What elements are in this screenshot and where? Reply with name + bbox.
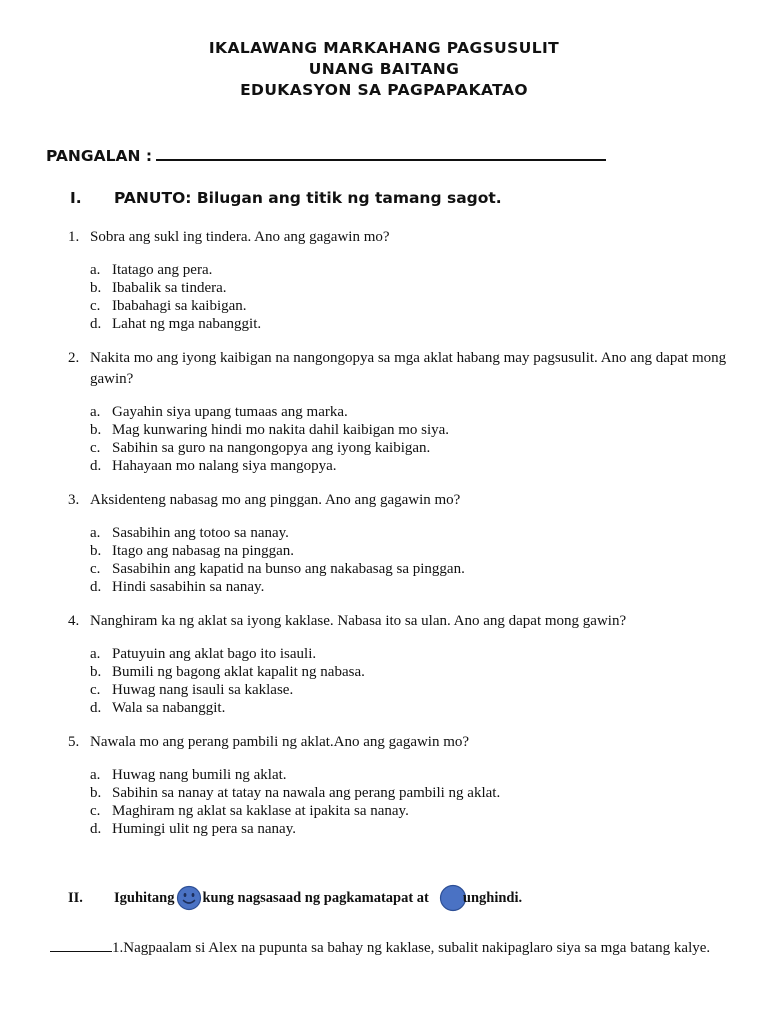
answer-choice[interactable]	[68, 645, 738, 663]
question-text: Nanghiram ka ng aklat sa iyong kaklase. Nabasa ito sa ulan. Ano ang dapat mong gawin?	[90, 613, 627, 629]
question-item	[68, 227, 738, 333]
choice-text: Hahayaan mo nalang siya mangopya.	[112, 458, 337, 474]
choice-letter: d.	[90, 316, 102, 332]
choice-letter: b.	[90, 664, 102, 680]
choice-text: Sasabihin ang kapatid na bunso ang nakabasag sa pinggan.	[112, 561, 465, 577]
choice-text: Maghiram ng aklat sa kaklase at ipakita sa nanay.	[112, 803, 409, 819]
answer-choice[interactable]	[68, 261, 738, 279]
answer-choice[interactable]	[68, 820, 738, 838]
choice-list	[68, 261, 738, 333]
answer-choice[interactable]	[68, 315, 738, 333]
answer-choice[interactable]	[68, 542, 738, 560]
question-item	[68, 490, 738, 596]
question-number: 4.	[68, 613, 80, 629]
question-text: Nawala mo ang perang pambili ng aklat.Ano ang gagawin mo?	[90, 734, 470, 750]
question-header	[68, 227, 738, 248]
name-label: PANGALAN :	[46, 147, 153, 165]
question-text: Nakita mo ang iyong kaibigan na nangongopya sa mga aklat habang may pagsusulit. Ano ang dapat mong gawin?	[90, 350, 727, 387]
section-2-text-after: unghindi.	[462, 889, 523, 906]
answer-choice[interactable]	[68, 681, 738, 699]
answer-choice[interactable]	[68, 403, 738, 421]
smiley-face-icon	[176, 885, 202, 911]
document-header	[0, 38, 768, 101]
choice-text: Itago ang nabasag na pinggan.	[112, 543, 295, 559]
choice-text: Sabihin sa nanay at tatay na nawala ang perang pambili ng aklat.	[112, 785, 501, 801]
question-number: 5.	[68, 734, 80, 750]
answer-choice[interactable]	[68, 457, 738, 475]
answer-choice[interactable]	[68, 439, 738, 457]
choice-text: Gayahin siya upang tumaas ang marka.	[112, 404, 348, 420]
section-2-text-middle: kung nagsasaad ng pagkamatapat at	[202, 889, 429, 906]
item-1-text: 1.Nagpaalam si Alex na pupunta sa bahay ng kaklase, subalit nakipaglaro siya sa mga batang kalye.	[112, 940, 711, 956]
choice-letter: b.	[90, 280, 102, 296]
answer-choice[interactable]	[68, 560, 738, 578]
choice-text: Sabihin sa guro na nangongopya ang iyong kaibigan.	[112, 440, 431, 456]
answer-choice[interactable]	[68, 524, 738, 542]
header-title: IKALAWANG MARKAHANG PAGSUSULIT	[208, 39, 560, 57]
choice-letter: b.	[90, 422, 102, 438]
question-item	[68, 732, 738, 838]
section-2-numeral: II.	[68, 889, 83, 906]
section-1-numeral: I.	[70, 189, 82, 207]
question-list	[68, 227, 738, 853]
question-item	[68, 611, 738, 717]
header-grade: UNANG BAITANG	[308, 60, 460, 78]
answer-choice[interactable]	[68, 297, 738, 315]
answer-choice[interactable]	[68, 279, 738, 297]
question-header	[68, 348, 738, 390]
choice-text: Patuyuin ang aklat bago ito isauli.	[112, 646, 317, 662]
question-text: Aksidenteng nabasag mo ang pinggan. Ano ang gagawin mo?	[90, 492, 461, 508]
answer-choice[interactable]	[68, 421, 738, 439]
choice-text: Itatago ang pera.	[112, 262, 213, 278]
section-2-text-before: Iguhitang	[114, 889, 175, 906]
name-blank-line[interactable]	[156, 145, 606, 161]
answer-blank[interactable]	[50, 938, 112, 952]
choice-letter: d.	[90, 458, 102, 474]
section-1-instruction: PANUTO: Bilugan ang titik ng tamang sagot.	[114, 189, 502, 207]
header-subject: EDUKASYON SA PAGPAPAKATAO	[240, 81, 528, 99]
section-2-item-1	[44, 938, 734, 959]
choice-letter: c.	[90, 298, 101, 314]
choice-text: Mag kunwaring hindi mo nakita dahil kaibigan mo siya.	[112, 422, 450, 438]
choice-text: Bumili ng bagong aklat kapalit ng nabasa.	[112, 664, 365, 680]
choice-letter: a.	[90, 525, 101, 541]
choice-letter: d.	[90, 700, 102, 716]
choice-list	[68, 403, 738, 475]
choice-letter: c.	[90, 803, 101, 819]
answer-choice[interactable]	[68, 766, 738, 784]
answer-choice[interactable]	[68, 663, 738, 681]
choice-letter: d.	[90, 579, 102, 595]
choice-letter: d.	[90, 821, 102, 837]
choice-text: Huwag nang isauli sa kaklase.	[112, 682, 294, 698]
question-item	[68, 348, 738, 475]
answer-choice[interactable]	[68, 784, 738, 802]
answer-choice[interactable]	[68, 802, 738, 820]
choice-text: Wala sa nabanggit.	[112, 700, 226, 716]
choice-letter: b.	[90, 543, 102, 559]
question-number: 1.	[68, 229, 80, 245]
choice-letter: c.	[90, 440, 101, 456]
choice-text: Hindi sasabihin sa nanay.	[112, 579, 265, 595]
choice-text: Humingi ulit ng pera sa nanay.	[112, 821, 296, 837]
question-header	[68, 732, 738, 753]
choice-letter: a.	[90, 767, 101, 783]
choice-letter: a.	[90, 646, 101, 662]
choice-letter: a.	[90, 404, 101, 420]
choice-list	[68, 645, 738, 717]
question-number: 2.	[68, 350, 80, 366]
choice-letter: b.	[90, 785, 102, 801]
choice-list	[68, 766, 738, 838]
choice-letter: c.	[90, 561, 101, 577]
choice-text: Ibabahagi sa kaibigan.	[112, 298, 247, 314]
question-text: Sobra ang sukl ing tindera. Ano ang gagawin mo?	[90, 229, 390, 245]
name-row	[46, 145, 606, 165]
choice-text: Ibabalik sa tindera.	[112, 280, 227, 296]
answer-choice[interactable]	[68, 699, 738, 717]
section-1-heading	[70, 189, 502, 207]
question-header	[68, 490, 738, 511]
answer-choice[interactable]	[68, 578, 738, 596]
choice-text: Lahat ng mga nabanggit.	[112, 316, 262, 332]
question-header	[68, 611, 738, 632]
choice-text: Huwag nang bumili ng aklat.	[112, 767, 287, 783]
choice-list	[68, 524, 738, 596]
choice-text: Sasabihin ang totoo sa nanay.	[112, 525, 289, 541]
section-2-heading	[68, 884, 522, 912]
question-number: 3.	[68, 492, 80, 508]
choice-letter: a.	[90, 262, 101, 278]
choice-letter: c.	[90, 682, 101, 698]
